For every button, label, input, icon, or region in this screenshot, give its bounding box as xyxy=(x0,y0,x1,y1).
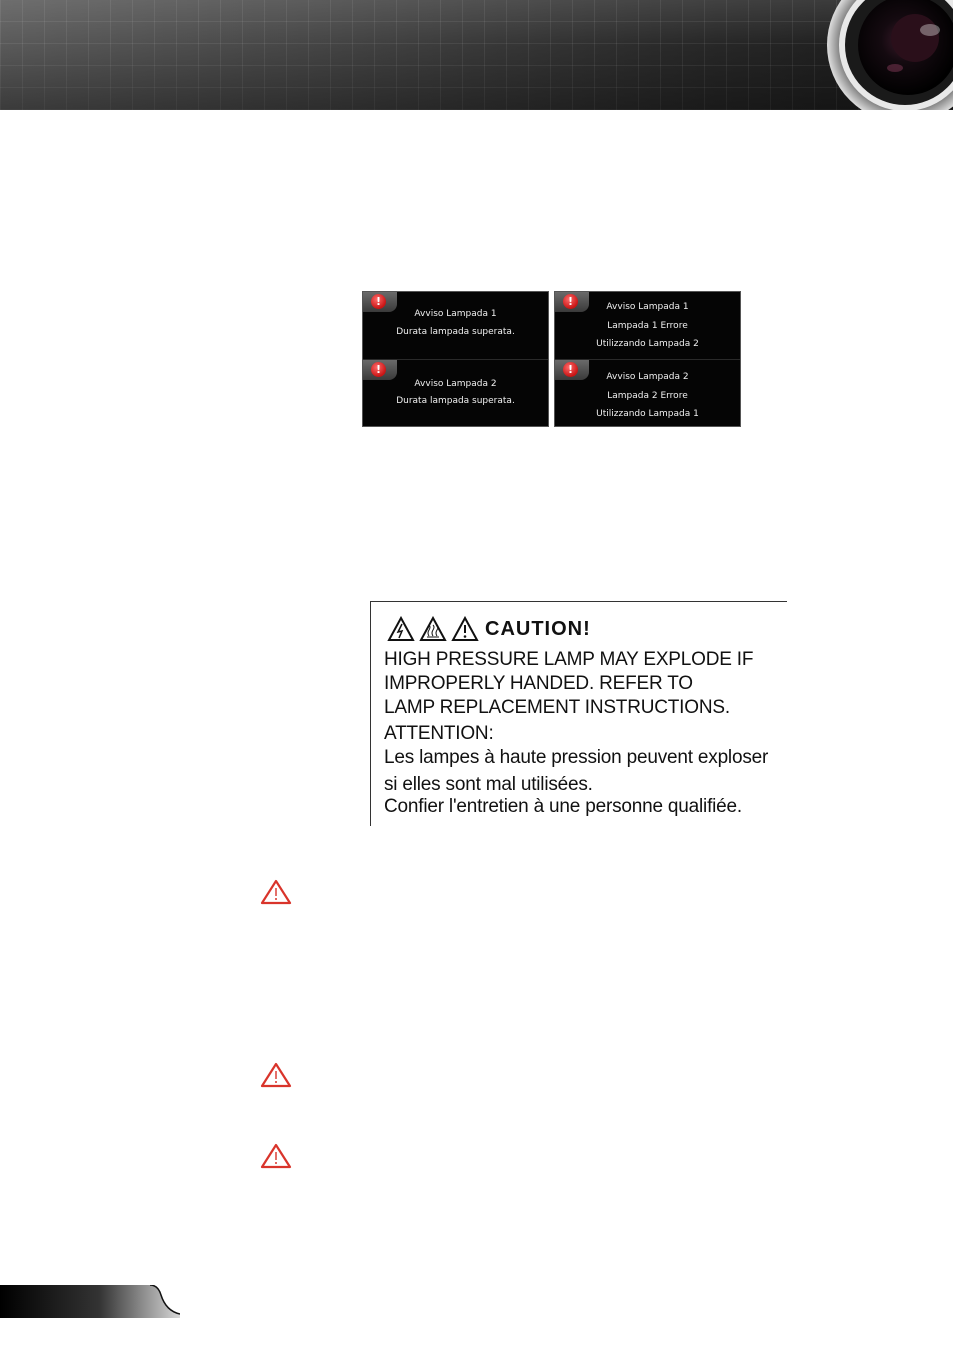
warning-icon xyxy=(260,1142,292,1170)
caution-line: Confier l'entretien à une personne qualifiée. xyxy=(384,796,742,817)
caution-line: Les lampes à haute pression peuvent exploser xyxy=(384,747,769,768)
warning-icon xyxy=(260,878,292,906)
alert-icon: ! xyxy=(371,294,386,309)
warning-triangle-icon xyxy=(451,616,479,642)
electric-hazard-icon xyxy=(387,616,415,642)
lamp-warning-panel xyxy=(555,359,740,426)
lamp-warning-panel xyxy=(555,292,740,358)
lamp-warning-panel xyxy=(363,292,548,358)
osd-line: Lampada 1 Errore xyxy=(607,321,688,331)
osd-line: Utilizzando Lampada 2 xyxy=(596,339,699,349)
caution-line: HIGH PRESSURE LAMP MAY EXPLODE IF xyxy=(384,649,754,670)
lamp-warning-panel xyxy=(363,359,548,426)
osd-line: Avviso Lampada 2 xyxy=(414,379,497,389)
page-number-tab xyxy=(0,1285,180,1318)
warning-icon xyxy=(260,1061,292,1089)
caution-line: si elles sont mal utilisées. xyxy=(384,774,593,795)
caution-title-row xyxy=(387,614,591,644)
osd-line: Lampada 2 Errore xyxy=(607,391,688,401)
alert-icon: ! xyxy=(563,362,578,377)
lens-icon xyxy=(0,0,953,110)
hot-surface-icon xyxy=(419,616,447,642)
alert-tab xyxy=(363,360,397,380)
osd-line: Avviso Lampada 1 xyxy=(606,302,689,312)
lamp-warning-screen-1 xyxy=(362,291,549,427)
caution-line: LAMP REPLACEMENT INSTRUCTIONS. xyxy=(384,697,730,718)
osd-line: Durata lampada superata. xyxy=(396,396,515,406)
lamp-warning-screen-2 xyxy=(554,291,741,427)
alert-icon: ! xyxy=(563,294,578,309)
osd-line: Durata lampada superata. xyxy=(396,327,515,337)
alert-icon: ! xyxy=(371,362,386,377)
caution-title: CAUTION! xyxy=(485,617,591,640)
caution-line: IMPROPERLY HANDED. REFER TO xyxy=(384,673,693,694)
caution-line: ATTENTION: xyxy=(384,723,494,744)
caution-label xyxy=(370,601,787,826)
osd-line: Avviso Lampada 2 xyxy=(606,372,689,382)
osd-line: Utilizzando Lampada 1 xyxy=(596,409,699,419)
osd-line: Avviso Lampada 1 xyxy=(414,309,497,319)
